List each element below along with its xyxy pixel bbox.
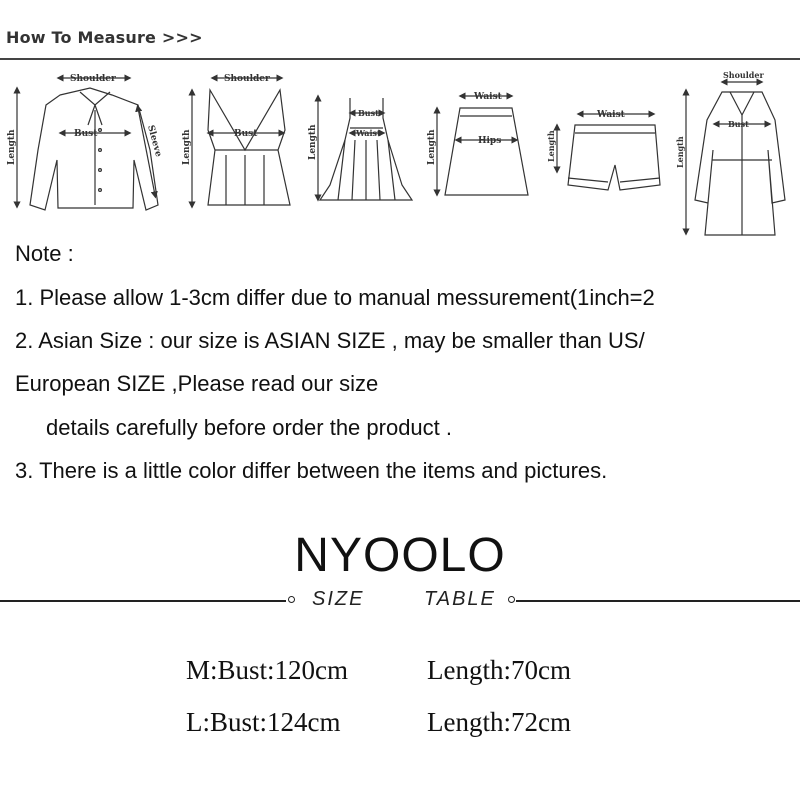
tank-diagram	[192, 78, 290, 205]
note-heading: Note :	[15, 241, 74, 266]
skirt-waist-label: Waist	[474, 92, 502, 102]
note-line-3: European SIZE ,Please read our size	[15, 371, 379, 396]
skirt-length-label: Length	[427, 129, 437, 165]
dress-bust-label: Bust	[358, 108, 379, 118]
coat-bust-label: Bust	[728, 119, 749, 129]
coat-diagram	[686, 82, 785, 235]
shorts-diagram	[557, 114, 660, 190]
shorts-length-label: Length	[546, 130, 556, 162]
coat-shoulder-label: Shoulder	[723, 70, 764, 80]
shorts-waist-label: Waist	[597, 110, 625, 120]
shirt-sleeve-label: Sleeve	[145, 124, 164, 159]
size-l-length: Length:72cm	[427, 707, 571, 737]
shirt-bust-label: Bust	[74, 129, 98, 139]
note-line-1: 1. Please allow 1-3cm differ due to manual messurement(1inch=2	[15, 285, 655, 310]
size-m-bust: M:Bust:120cm	[186, 655, 349, 685]
brand-name: NYOOLO	[294, 529, 506, 582]
dress-waist-label: Waist	[356, 128, 381, 138]
size-m-length: Length:70cm	[427, 655, 571, 685]
shirt-diagram	[17, 78, 158, 210]
size-l-bust: L:Bust:124cm	[186, 707, 341, 737]
tank-shoulder-label: Shoulder	[224, 74, 270, 84]
tank-bust-label: Bust	[234, 129, 258, 139]
how-to-measure-header	[0, 0, 800, 60]
tank-length-label: Length	[182, 129, 192, 165]
header-divider	[0, 58, 800, 60]
dress-length-label: Length	[308, 124, 318, 160]
note-line-5: 3. There is a little color differ between the items and pictures.	[15, 458, 608, 483]
size-table-word-table: TABLE	[424, 588, 496, 610]
note-line-2: 2. Asian Size : our size is ASIAN SIZE , may be smaller than US/	[15, 328, 645, 353]
how-to-measure-title: How To Measure >>>	[6, 28, 203, 47]
size-table-circle-left	[288, 596, 295, 603]
shirt-shoulder-label: Shoulder	[70, 74, 116, 84]
measurement-diagrams	[0, 62, 800, 240]
shirt-length-label: Length	[7, 129, 17, 165]
coat-length-label: Length	[675, 136, 685, 168]
size-table-circle-right	[508, 596, 515, 603]
size-table-rule-left	[0, 600, 286, 602]
size-table-rule-right	[516, 600, 800, 602]
size-table-word-size: SIZE	[312, 588, 365, 610]
skirt-hips-label: Hips	[478, 136, 502, 146]
note-line-4: details carefully before order the product .	[46, 415, 453, 440]
